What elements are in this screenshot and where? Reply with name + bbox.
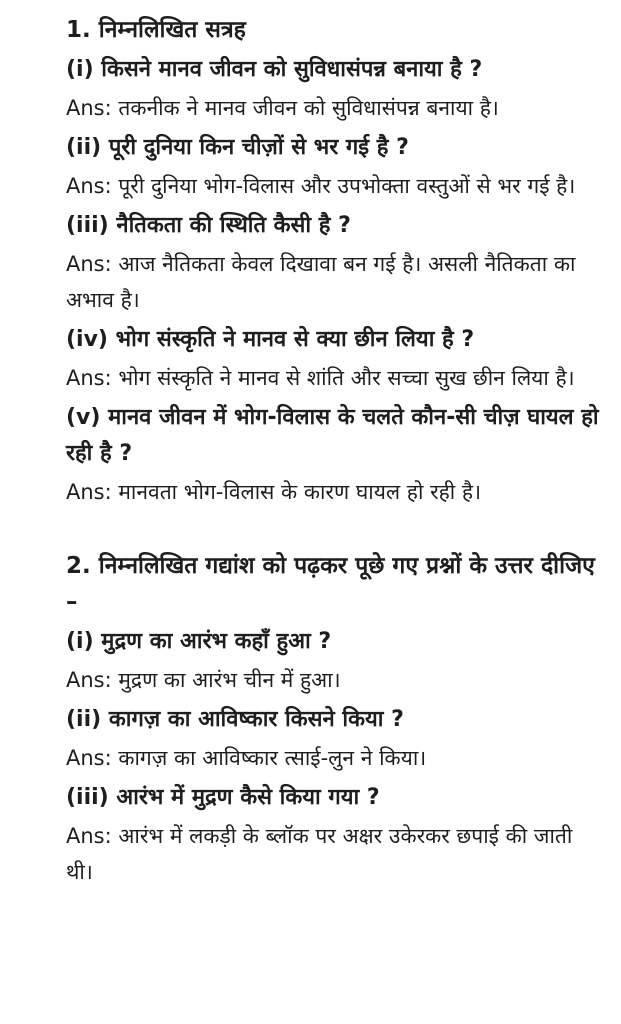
question: (ii) कागज़ का आविष्कार किसने किया ? [66, 707, 404, 732]
question: (iii) आरंभ में मुद्रण कैसे किया गया ? [66, 785, 380, 810]
question: (i) मुद्रण का आरंभ कहाँ हुआ ? [66, 629, 332, 654]
answer: Ans: मुद्रण का आरंभ चीन में हुआ। [66, 668, 341, 692]
section-1 [66, 12, 599, 510]
question: (v) मानव जीवन में भोग-विलास के चलते कौन-सी चीज़ घायल हो रही है ? [66, 405, 599, 466]
answer: Ans: आरंभ में लकड़ी के ब्लॉक पर अक्षर उकेरकर छपाई की जाती थी। [66, 824, 573, 884]
question: (iii) नैतिकता की स्थिति कैसी है ? [66, 213, 351, 238]
section-2 [66, 548, 599, 890]
answer: Ans: पूरी दुनिया भोग-विलास और उपभोक्ता वस्तुओं से भर गई है। [66, 174, 576, 198]
answer: Ans: मानवता भोग-विलास के कारण घायल हो रही है। [66, 480, 482, 504]
question: (ii) पूरी दुनिया किन चीज़ों से भर गई है ? [66, 135, 409, 160]
answer: Ans: तकनीक ने मानव जीवन को सुविधासंपन्न बनाया है। [66, 96, 499, 120]
answer: Ans: आज नैतिकता केवल दिखावा बन गई है। असली नैतिकता का अभाव है। [66, 252, 576, 312]
section-title: 1. निम्नलिखित सत्रह [66, 17, 246, 43]
answer: Ans: भोग संस्कृति ने मानव से शांति और सच्चा सुख छीन लिया है। [66, 366, 575, 390]
answer: Ans: कागज़ का आविष्कार त्साई-लुन ने किया। [66, 746, 427, 770]
section-title: 2. निम्नलिखित गद्यांश को पढ़कर पूछे गए प्रश्नों के उत्तर दीजिए – [66, 553, 595, 615]
question: (i) किसने मानव जीवन को सुविधासंपन्न बनाया है ? [66, 57, 483, 82]
question: (iv) भोग संस्कृति ने मानव से क्या छीन लिया है ? [66, 327, 475, 352]
